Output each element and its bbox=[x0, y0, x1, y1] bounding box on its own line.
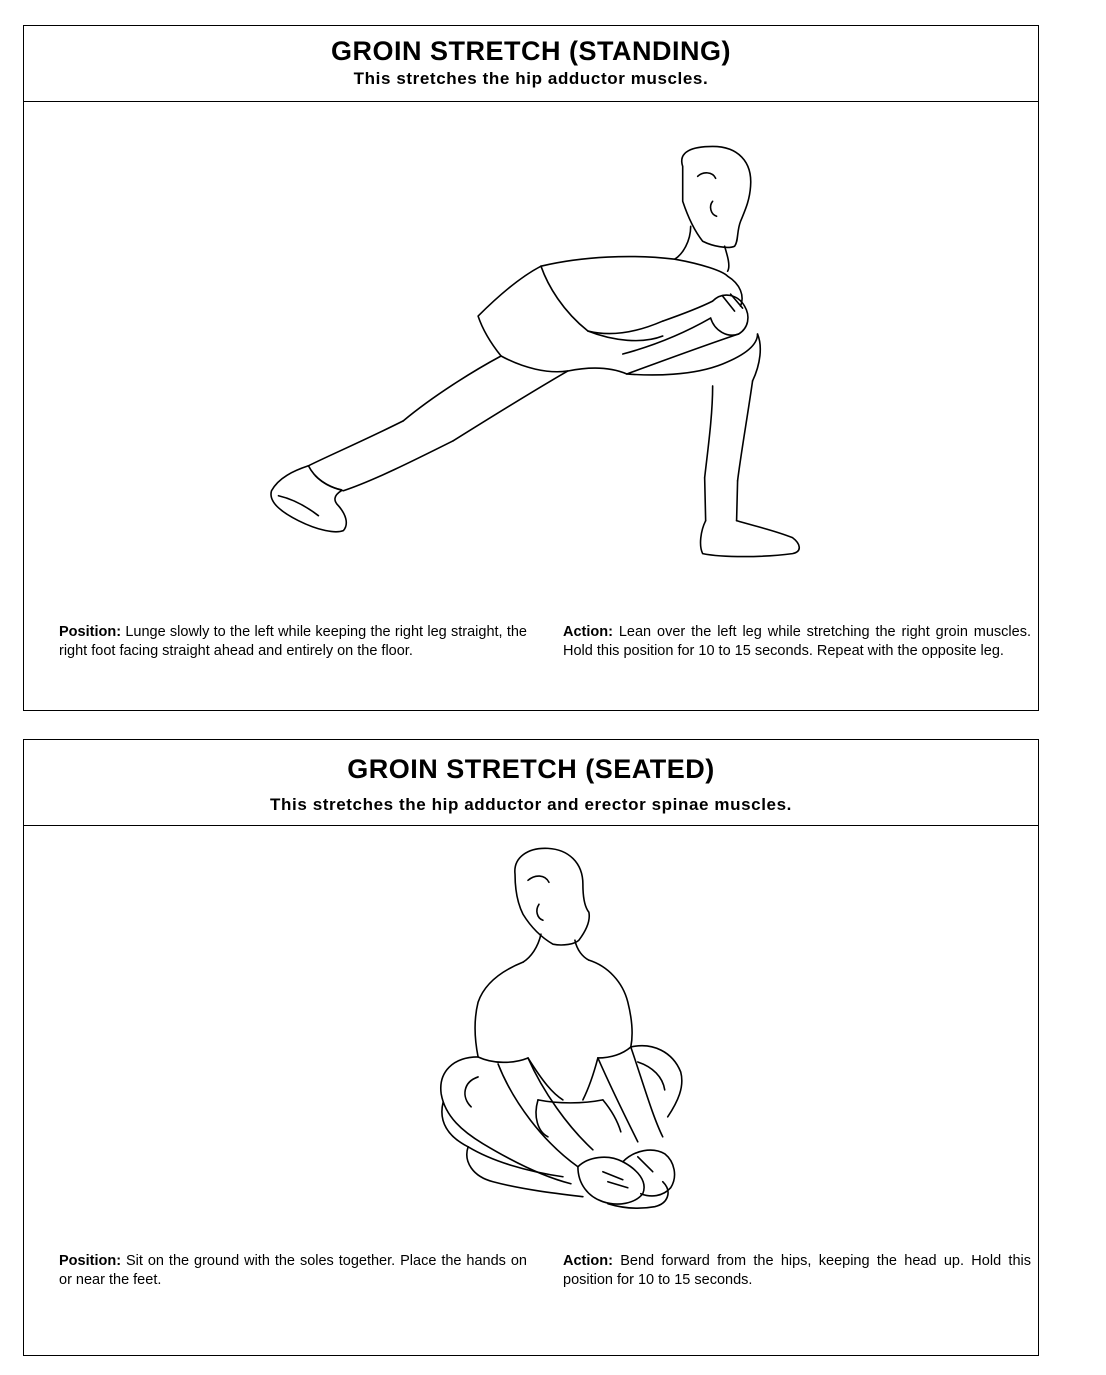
action-label: Action: bbox=[563, 1253, 613, 1269]
exercise-panel-standing bbox=[23, 25, 1039, 711]
seated-butterfly-stretch-figure-icon bbox=[24, 832, 1038, 1252]
panel-header bbox=[24, 26, 1038, 102]
action-instructions bbox=[563, 623, 1031, 661]
action-instructions bbox=[563, 1252, 1031, 1290]
position-instructions bbox=[59, 1252, 527, 1290]
exercise-panel-seated bbox=[23, 739, 1039, 1356]
panel-title: GROIN STRETCH (SEATED) bbox=[347, 754, 715, 784]
position-text: Lunge slowly to the left while keeping the right leg straight, the right foot facing straight ahead and entirely on the floor. bbox=[59, 624, 527, 659]
action-text: Bend forward from the hips, keeping the head up. Hold this position for 10 to 15 seconds. bbox=[563, 1253, 1031, 1288]
action-label: Action: bbox=[563, 624, 613, 640]
action-text: Lean over the left leg while stretching the right groin muscles. Hold this position for 10 to 15 seconds. Repeat with the opposite leg. bbox=[563, 624, 1031, 659]
position-label: Position: bbox=[59, 1253, 122, 1269]
position-instructions bbox=[59, 623, 527, 661]
lunging-stretch-figure-icon bbox=[24, 106, 1038, 606]
panel-subtitle: This stretches the hip adductor muscles. bbox=[353, 69, 709, 88]
position-text: Sit on the ground with the soles together. Place the hands on or near the feet. bbox=[59, 1253, 528, 1288]
position-label: Position: bbox=[59, 624, 122, 640]
panel-title: GROIN STRETCH (STANDING) bbox=[331, 36, 731, 66]
panel-subtitle: This stretches the hip adductor and erector spinae muscles. bbox=[270, 795, 792, 814]
panel-header bbox=[24, 740, 1038, 826]
